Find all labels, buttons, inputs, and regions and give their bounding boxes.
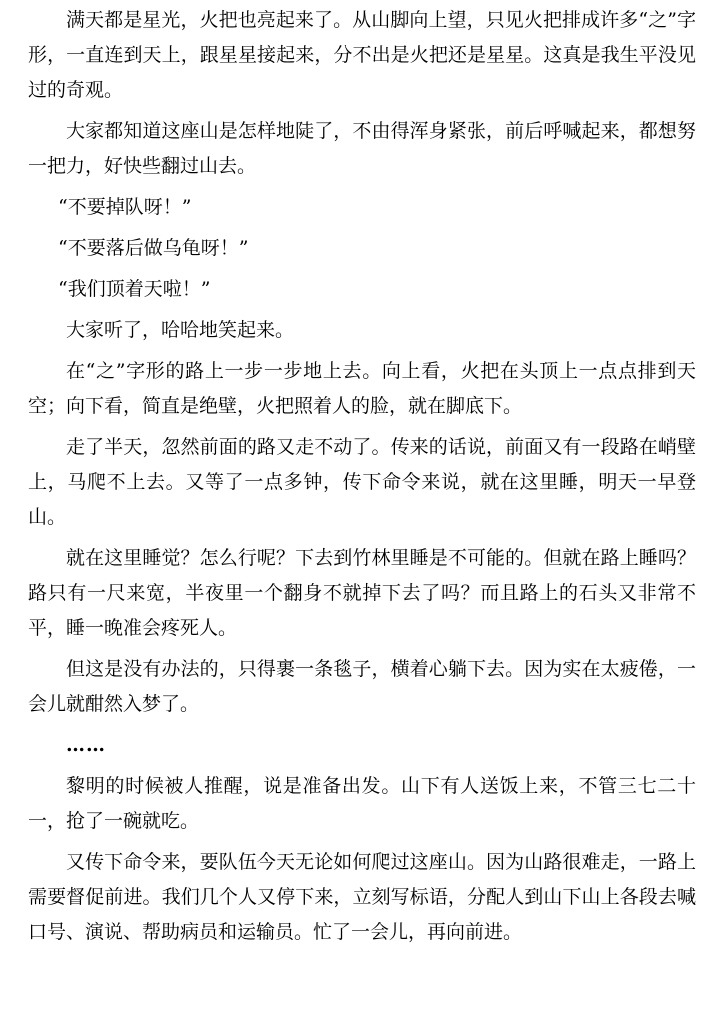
dialogue-line-2: “不要落后做乌龟呀！” — [58, 237, 249, 259]
paragraph-7: 在“之”字形的路上一步一步地上去。向上看，火把在头顶上一点点排到天空；向下看，简直是绝壁，火把照着人的脸，就在脚底下。 — [28, 360, 696, 417]
document-page — [28, 3, 696, 956]
ellipsis-separator: …… — [66, 734, 106, 756]
paragraph-10: 但这是没有办法的，只得裹一条毯子，横着心躺下去。因为实在太疲倦，一会儿就酣然入梦了。 — [28, 658, 696, 715]
paragraph-2: 大家都知道这座山是怎样地陡了，不由得浑身紧张，前后呼喊起来，都想努一把力，好快些翻过山去。 — [28, 120, 696, 177]
dialogue-line-1: “不要掉队呀！” — [58, 196, 192, 218]
paragraph-8: 走了半天，忽然前面的路又走不动了。传来的话说，前面又有一段路在峭壁上，马爬不上去。又等了一点多钟，传下命令来说，就在这里睡，明天一早登山。 — [28, 436, 696, 528]
paragraph-6: 大家听了，哈哈地笑起来。 — [66, 319, 295, 341]
paragraph-9: 就在这里睡觉？怎么行呢？下去到竹林里睡是不可能的。但就在路上睡吗？路只有一尺来宽，半夜里一个翻身不就掉下去了吗？而且路上的石头又非常不平，睡一晚准会疼死人。 — [28, 547, 696, 639]
paragraph-1: 满天都是星光，火把也亮起来了。从山脚向上望，只见火把排成许多“之”字形，一直连到天上，跟星星接起来，分不出是火把还是星星。这真是我生平没见过的奇观。 — [28, 9, 696, 101]
paragraph-12: 黎明的时候被人推醒，说是准备出发。山下有人送饭上来，不管三七二十一，抢了一碗就吃。 — [28, 775, 696, 832]
dialogue-line-3: “我们顶着天啦！” — [58, 278, 211, 300]
paragraph-13: 又传下命令来，要队伍今天无论如何爬过这座山。因为山路很难走，一路上需要督促前进。我们几个人又停下来，立刻写标语，分配人到山下山上各段去喊口号、演说、帮助病员和运输员。忙了一会儿，再向前进。 — [28, 851, 696, 943]
